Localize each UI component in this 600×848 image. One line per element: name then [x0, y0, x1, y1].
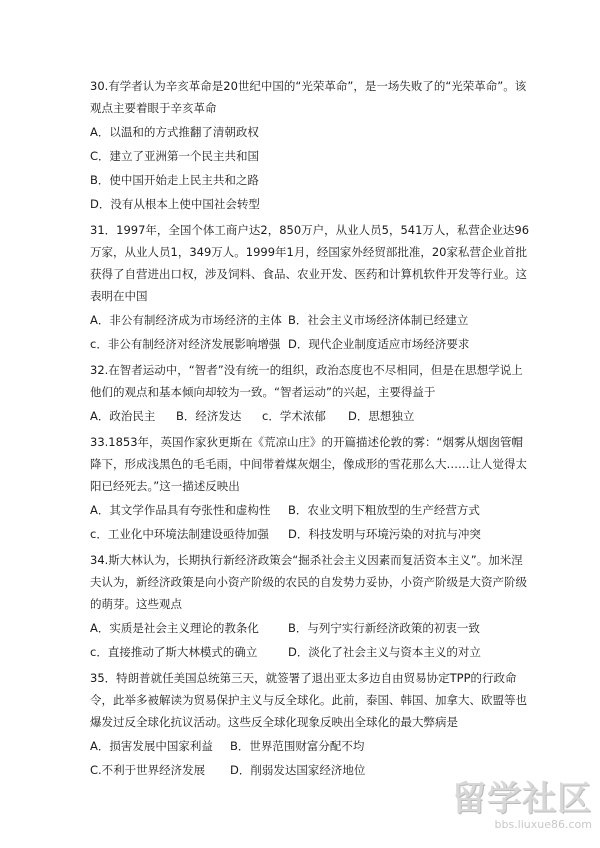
option-row: [90, 523, 530, 545]
option-d: D．思想独立: [348, 409, 415, 423]
option-row: [90, 759, 530, 781]
option-c: c．学术浓郁: [262, 409, 326, 423]
option-row: [90, 641, 530, 663]
option-d: D．削弱发达国家经济地位: [230, 763, 366, 777]
option-c: c．工业化中环境法制建设亟待加强: [90, 527, 269, 541]
option-c: C.不利于世界经济发展: [90, 763, 206, 777]
option-b: B．世界范围财富分配不均: [230, 739, 365, 753]
option-row: [90, 333, 530, 355]
question-31: [90, 219, 530, 355]
question-stem: 32.在智者运动中，“智者”没有统一的组织，政治态度也不尽相同，但是在思想学说上他们的观点和基本倾向却较为一致。“智者运动”的兴起，主要得益于: [90, 363, 523, 399]
option-a: A．其文学作品具有夸张性和虚构性: [90, 503, 271, 517]
question-stem: 35．特朗普就任美国总统第三天，就签署了退出亚太多边自由贸易协定TPP的行政命令，此举多被解读为贸易保护主义与反全球化。此前，泰国、韩国、加拿大、欧盟等也爆发过反全球化抗议活动。这些反全球化现象反映出全球化的最大弊病是: [90, 671, 527, 729]
option-c: C．建立了亚洲第一个民主共和国: [90, 149, 260, 163]
option-d: D．淡化了社会主义与资本主义的对立: [288, 645, 481, 659]
option-b: B．使中国开始走上民主共和之路: [90, 173, 259, 187]
option-d: D．科技发明与环境污染的对抗与冲突: [288, 527, 481, 541]
watermark-url: bbs.liuxue86.com: [494, 818, 592, 831]
option-a: A．非公有制经济成为市场经济的主体: [90, 313, 282, 327]
option-c: c．直接推动了斯大林模式的确立: [90, 645, 258, 659]
question-30: [90, 75, 530, 215]
question-stem: 34.斯大林认为，长期执行新经济政策会“掘杀社会主义因素而复活资本主义”。加米涅夫认为，新经济政策是向小资产阶级的农民的自发势力妥协，小资产阶级是大资产阶级的萌芽。这些观点: [90, 553, 527, 611]
question-34: [90, 549, 530, 663]
site-watermark: [432, 780, 592, 840]
option-a: A．损害发展中国家利益: [90, 739, 213, 753]
option-b: B．经济发达: [176, 409, 242, 423]
option-d: D．现代企业制度适应市场经济要求: [288, 337, 470, 351]
option-b: B．农业文明下粗放型的生产经营方式: [288, 503, 480, 517]
option-a: A．政治民主: [90, 409, 156, 423]
option-b: B．与列宁实行新经济政策的初衷一致: [288, 621, 480, 635]
option-row: [90, 499, 530, 521]
question-stem: 31．1997年，全国个体工商户达2，850万户，从业人员5，541万人，私营企业达96万家，从业人员1，349万人。1999年1月，经国家外经贸部批准，20家私营企业首批获得了自营进出口权，涉及饲料、食品、农业开发、医药和计算机软件开发等行业。这表明在中国: [90, 223, 530, 303]
option-row: [90, 405, 530, 427]
option-row: [90, 735, 530, 757]
watermark-logo: 留学社区: [452, 779, 592, 819]
question-33: [90, 431, 530, 545]
question-35: [90, 667, 530, 781]
option-row: [90, 309, 530, 331]
exam-page: [90, 75, 530, 781]
question-stem: 30.有学者认为辛亥革命是20世纪中国的“光荣革命”，是一场失败了的“光荣革命”。该观点主要着眼于辛亥革命: [90, 79, 527, 115]
option-b: B．社会主义市场经济体制已经建立: [288, 313, 469, 327]
question-32: [90, 359, 530, 427]
question-stem: 33.1853年，英国作家狄更斯在《荒凉山庄》的开篇描述伦敦的雾：“烟雾从烟囱管帽降下，形成浅黑色的毛毛雨，中间带着煤灰烟尘，像成形的雪花那么大……让人觉得太阳已经死去。”这一描述反映出: [90, 435, 527, 493]
option-d: D．没有从根本上使中国社会转型: [90, 197, 260, 211]
option-a: A．实质是社会主义理论的教条化: [90, 621, 259, 635]
option-a: A．以温和的方式推翻了清朝政权: [90, 125, 259, 139]
option-row: [90, 617, 530, 639]
option-c: c．非公有制经济对经济发展影响增强: [90, 337, 281, 351]
